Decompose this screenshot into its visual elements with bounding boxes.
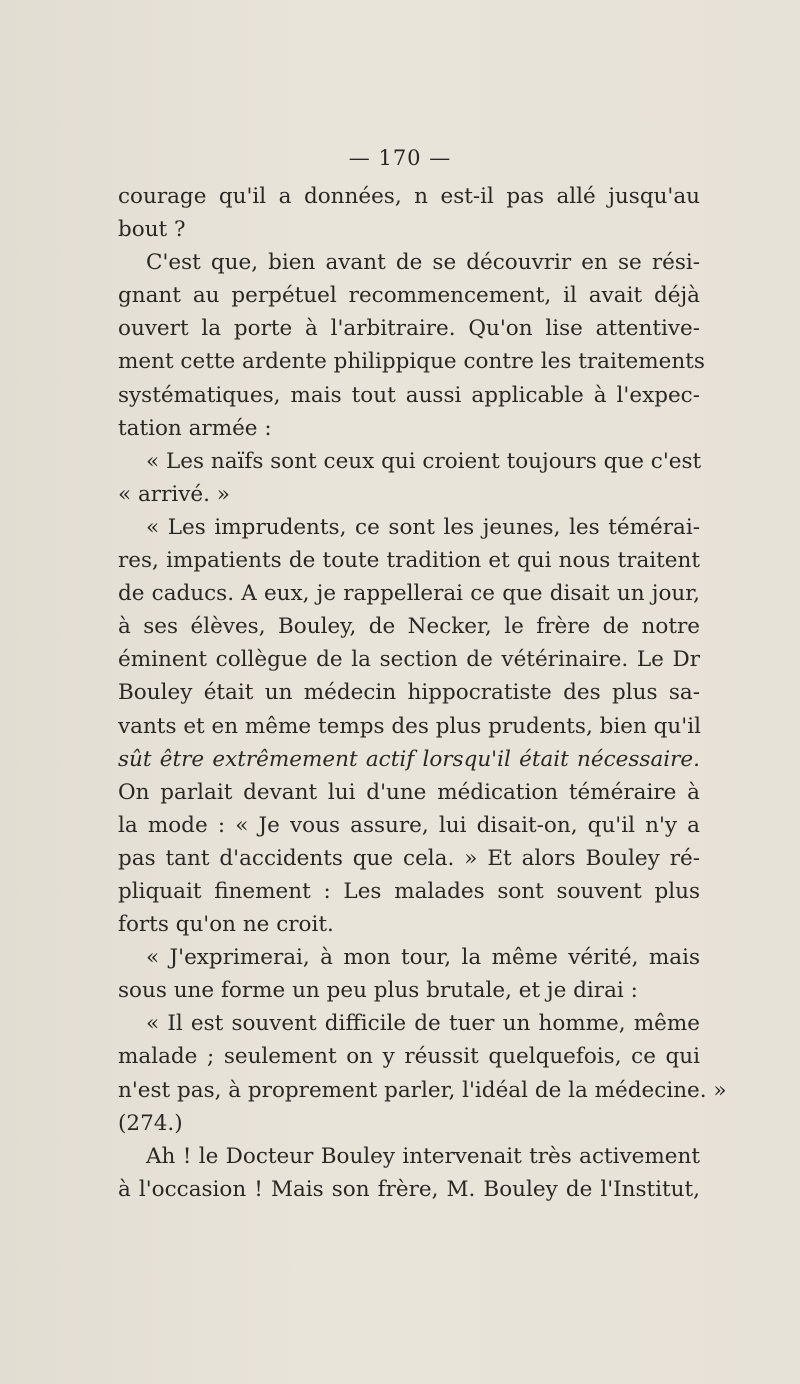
text-line: « J'exprimerai, à mon tour, la même vérité, mais [146, 945, 700, 971]
page-number: — 170 — [348, 146, 452, 170]
text-line: ment cette ardente philippique contre les traitements [118, 349, 705, 375]
text-line: « arrivé. » [118, 481, 230, 507]
text-line: C'est que, bien avant de se découvrir en se rési- [146, 250, 700, 276]
text-line: sût être extrêmement actif lorsqu'il était nécessaire. [118, 746, 700, 772]
text-line: Ah ! le Docteur Bouley intervenait très activement [146, 1143, 700, 1169]
text-line: « Les naïfs sont ceux qui croient toujours que c'est [146, 448, 702, 474]
text-line: « Il est souvent difficile de tuer un homme, même [146, 1011, 700, 1037]
text-line: (274.) [118, 1110, 183, 1136]
text-line: n'est pas, à proprement parler, l'idéal de la médecine. » [118, 1077, 727, 1103]
text-line: gnant au perpétuel recommencement, il avait déjà [118, 283, 700, 309]
text-line: vants et en même temps des plus prudents, bien qu'il [118, 713, 701, 739]
text-line: pas tant d'accidents que cela. » Et alors Bouley ré- [118, 845, 700, 871]
text-line: malade ; seulement on y réussit quelquefois, ce qui [118, 1044, 700, 1070]
body-text [118, 180, 727, 1206]
text-line: systématiques, mais tout aussi applicable à l'expec- [118, 382, 700, 408]
text-line: forts qu'on ne croit. [118, 912, 334, 938]
text-line: « Les imprudents, ce sont les jeunes, les témérai- [146, 514, 700, 540]
text-line: de caducs. A eux, je rappellerai ce que disait un jour, [118, 581, 700, 607]
text-line: courage qu'il a données, n est-il pas allé jusqu'au [118, 184, 700, 209]
text-line: la mode : « Je vous assure, lui disait-on, qu'il n'y a [118, 812, 700, 838]
text-line: res, impatients de toute tradition et qui nous traitent [118, 548, 700, 574]
text-line: tation armée : [118, 415, 272, 441]
text-line: pliquait finement : Les malades sont souvent plus [118, 878, 700, 904]
text-line: éminent collègue de la section de vétérinaire. Le Dr [118, 647, 700, 673]
text-line: à ses élèves, Bouley, de Necker, le frère de notre [118, 614, 700, 640]
text-line: On parlait devant lui d'une médication téméraire à [118, 779, 700, 805]
text-line: à l'occasion ! Mais son frère, M. Bouley de l'Institut, [118, 1176, 700, 1202]
text-line: Bouley était un médecin hippocratiste des plus sa- [118, 680, 700, 706]
text-line: bout ? [118, 217, 186, 243]
text-line: ouvert la porte à l'arbitraire. Qu'on lise attentive- [118, 316, 700, 342]
text-line: sous une forme un peu plus brutale, et je dirai : [118, 978, 638, 1004]
